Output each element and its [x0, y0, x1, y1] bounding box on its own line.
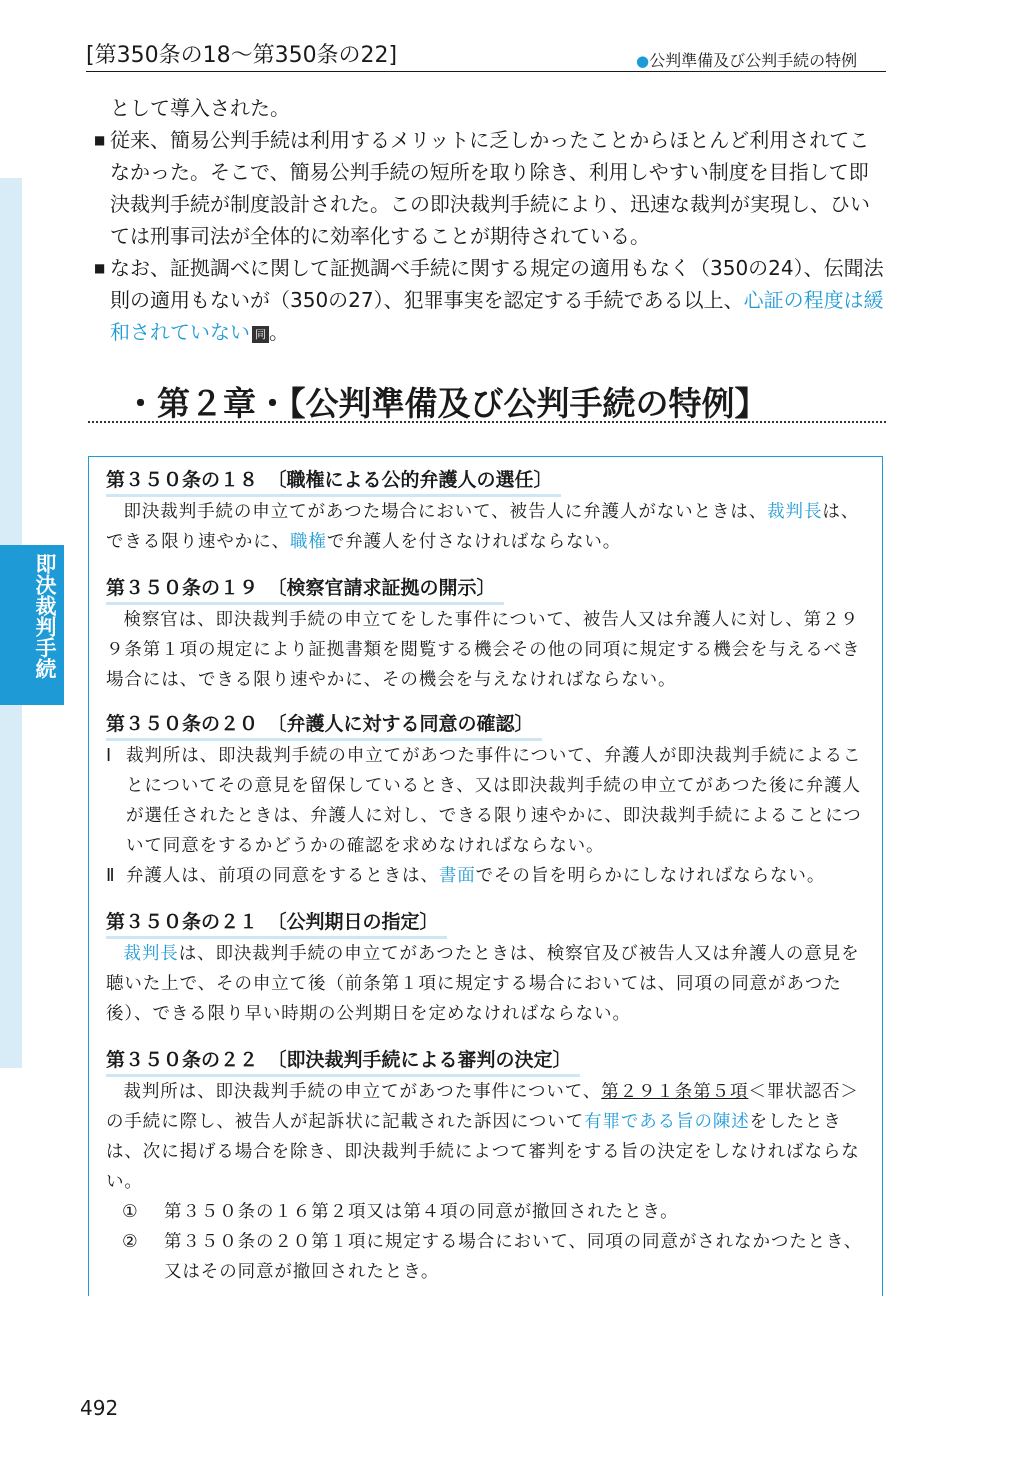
article-paragraph [106, 861, 868, 891]
commentary-bullet [88, 252, 888, 348]
article-350-20 [106, 710, 868, 891]
article-text [106, 497, 868, 557]
text-run: 裁判所は、即決裁判手続の申立てがあつた事件について、 [123, 1082, 602, 1102]
article-heading: 第３５０条の２０ 〔弁護人に対する同意の確認〕 [106, 710, 542, 741]
running-header-article-range: [第350条の18～第350条の22] [86, 43, 398, 68]
square-bullet-icon: ■ [94, 261, 106, 275]
highlight-text: 心証の程度は緩和されていない [110, 288, 884, 344]
text-run: は、できる限り速やかに、 [106, 502, 860, 552]
square-bullet-icon: ■ [94, 133, 106, 147]
text-run: 第３５０条の２０第１項に規定する場合において、同項の同意がされなかつたとき、又はその同意が撤回されたとき。 [164, 1232, 863, 1282]
side-index-tab-label: 即決裁判手続 [33, 553, 57, 679]
sentence-end: 。 [269, 320, 289, 344]
running-header-section [636, 48, 857, 71]
highlight-text: 職権 [290, 532, 327, 552]
commentary-bullet [88, 124, 888, 252]
article-heading: 第３５０条の２１ 〔公判期日の指定〕 [106, 908, 447, 939]
header-rule [86, 71, 886, 72]
text-run: 即決裁判手続の申立てがあつた場合において、被告人に弁護人がないときは、 [123, 502, 768, 522]
text-run: をしたときは、次に掲げる場合を除き、即決裁判手続によつて審判をする旨の決定をしなければならない。 [106, 1112, 860, 1192]
page-number: 492 [80, 1396, 119, 1420]
intro-commentary [88, 92, 888, 348]
text-run: 第３５０条の１６第２項又は第４項の同意が撤回されたとき。 [164, 1202, 679, 1222]
article-item [106, 1197, 868, 1227]
same-reference-icon: 同 [252, 326, 269, 343]
text-run: ＜罪状認否＞の手続に際し、被告人が起訴状に記載された訴因について [106, 1082, 859, 1132]
text-run: 裁判所は、即決裁判手続の申立てがあつた事件について、弁護人が即決裁判手続によることについてその意見を留保しているとき、又は即決裁判手続の申立てがあつた後に弁護人が選任されたときは、弁護人に対し、できる限り速やかに、即決裁判手続によることについて同意をするかどうかの確認を求めなければならない。 [126, 746, 862, 856]
text-run: 弁護人は、前項の同意をするときは、 [126, 866, 439, 886]
highlight-text: 裁判長 [767, 502, 823, 522]
intro-continuation: として導入された。 [110, 96, 290, 120]
bullet-dot-icon: ● [636, 52, 650, 70]
commentary-bullet-text: なお、証拠調べに関して証拠調べ手続に関する規定の適用もなく（350の24）、伝聞法則の適用もないが（350の27）、犯罪事実を認定する手続である以上、 [110, 256, 884, 312]
text-run: でその旨を明らかにしなければならない。 [475, 866, 826, 886]
running-header-section-title: 公判準備及び公判手続の特例 [649, 51, 858, 70]
chapter-title: ・第２章・【公判準備及び公判手続の特例】 [124, 384, 768, 423]
article-text [106, 1077, 868, 1197]
highlight-text: 書面 [438, 866, 476, 886]
article-text: 検察官は、即決裁判手続の申立てをした事件について、被告人又は弁護人に対し、第２９９条第１項の規定により証拠書類を閲覧する機会その他の同項に規定する機会を与えるべき場合には、できる限り速やかに、その機会を与えなければならない。 [106, 610, 861, 690]
commentary-bullet-text: 従来、簡易公判手続は利用するメリットに乏しかったことからほとんど利用されてこなかった。そこで、簡易公判手続の短所を取り除き、利用しやすい制度を目指して即決裁判手続が制度設計された。この即決裁判手続により、迅速な裁判が実現し、ひいては刑事司法が全体的に効率化することが期待されている。 [110, 128, 870, 248]
article-paragraph [106, 741, 868, 861]
article-heading: 第３５０条の１８ 〔職権による公的弁護人の選任〕 [106, 466, 561, 497]
item-number: ① [122, 1202, 139, 1222]
highlight-text: 有罪である旨の陳述 [584, 1112, 750, 1132]
highlight-text: 裁判長 [123, 944, 179, 964]
article-350-22 [106, 1046, 868, 1287]
paragraph-number: Ⅰ [106, 746, 113, 766]
article-heading: 第３５０条の２２ 〔即決裁判手続による審判の決定〕 [106, 1046, 580, 1077]
article-350-21 [106, 908, 868, 1029]
underlined-reference: 第２９１条第５項 [601, 1082, 749, 1102]
text-run: は、即決裁判手続の申立てがあつたときは、検察官及び被告人又は弁護人の意見を聴いた上で、その申立て後（前条第１項に規定する場合においては、同項の同意があつた後）、できる限り早い時期の公判期日を定めなければならない。 [106, 944, 860, 1024]
text-run: で弁護人を付さなければならない。 [326, 532, 622, 552]
article-text [106, 939, 868, 1029]
article-heading: 第３５０条の１９ 〔検察官請求証拠の開示〕 [106, 574, 504, 605]
article-350-19 [106, 574, 868, 695]
article-item [106, 1227, 868, 1287]
item-number: ② [122, 1232, 139, 1252]
article-350-18 [106, 466, 868, 557]
chapter-dotted-rule [88, 421, 886, 423]
paragraph-number: Ⅱ [106, 866, 116, 886]
